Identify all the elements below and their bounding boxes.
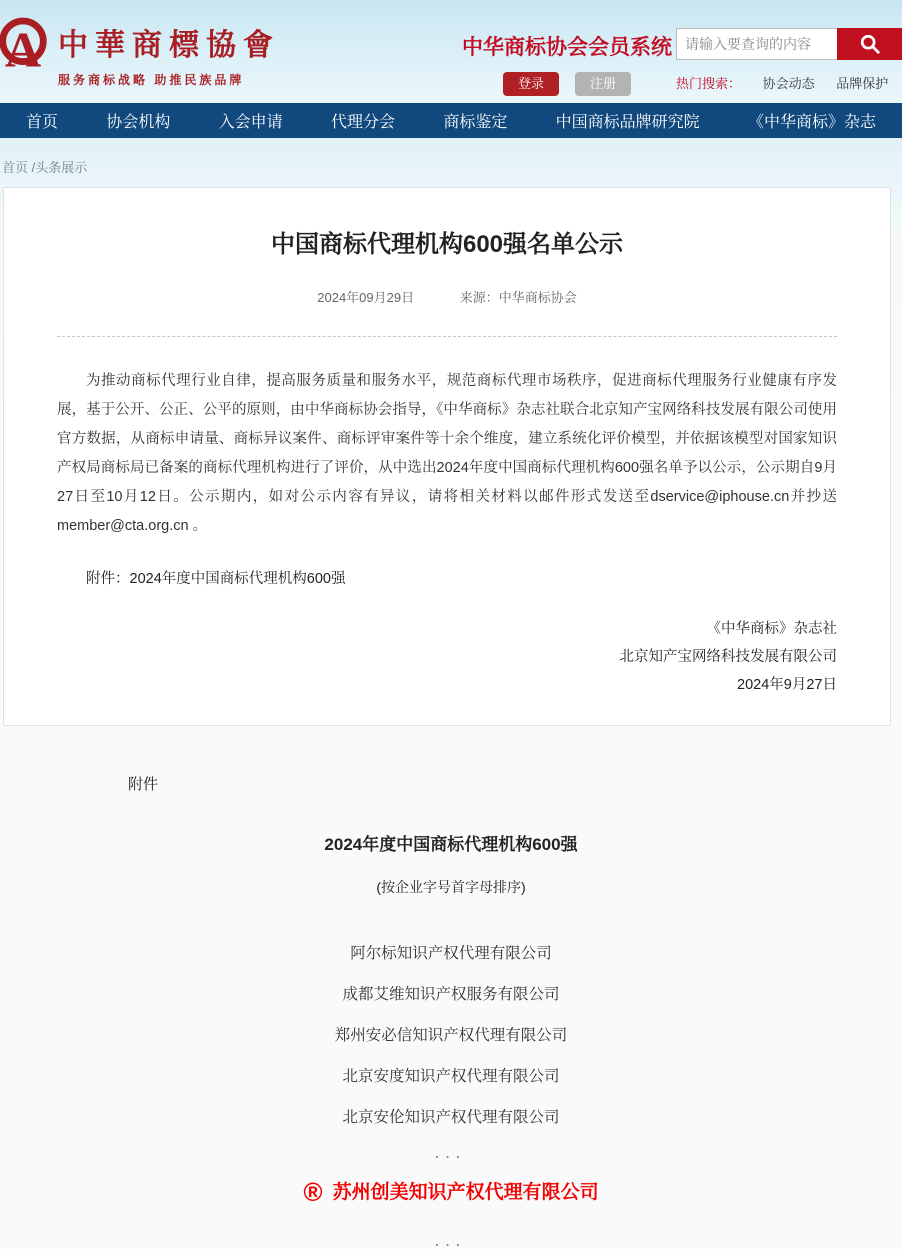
attachment-subtitle: (按企业字号首字母排序)	[376, 879, 526, 895]
highlighted-company-name: 苏州创美知识产权代理有限公司	[332, 1182, 599, 1203]
nav-item-association-orgs[interactable]: 协会机构	[106, 114, 171, 131]
nav-item-home[interactable]: 首页	[26, 114, 59, 131]
company-list	[0, 941, 902, 1127]
attachment-label: 附件	[128, 776, 159, 793]
breadcrumb	[0, 138, 902, 187]
search-block	[676, 28, 902, 92]
article-box	[3, 187, 891, 726]
nav-item-agency-branch[interactable]: 代理分会	[330, 114, 395, 131]
hot-search-link-brand-protection[interactable]: 品牌保护	[836, 76, 889, 91]
article-source: 来源：中华商标协会	[459, 290, 577, 305]
site-header	[0, 0, 902, 103]
dashed-divider	[57, 336, 837, 337]
list-item: 北京安伦知识产权代理有限公司	[342, 1109, 560, 1126]
hot-search-row	[676, 73, 902, 92]
site-logo[interactable]	[0, 16, 280, 88]
ellipsis-bottom: ...	[435, 1234, 467, 1249]
cta-ca-monogram-icon	[0, 16, 52, 82]
nav-item-brand-research-institute[interactable]: 中国商标品牌研究院	[555, 114, 700, 131]
attachment-title: 2024年度中国商标代理机构600强	[324, 835, 578, 854]
register-button[interactable]: 注册	[575, 72, 631, 96]
signature-line-publisher: 《中华商标》杂志社	[706, 621, 837, 637]
article-title: 中国商标代理机构600强名单公示	[270, 231, 624, 258]
member-system-block	[462, 31, 672, 96]
ellipsis-top: ...	[435, 1146, 467, 1161]
nav-item-membership-application[interactable]: 入会申请	[218, 114, 283, 131]
list-item: 阿尔标知识产权代理有限公司	[350, 945, 552, 962]
main-nav	[0, 103, 902, 138]
breadcrumb-current: 头条展示	[35, 160, 88, 175]
highlighted-company-row	[0, 1177, 902, 1208]
article-date: 2024年09月29日	[317, 290, 415, 305]
logo-texts	[58, 20, 280, 88]
nav-item-trademark-appraisal[interactable]: 商标鉴定	[443, 114, 508, 131]
auth-buttons	[462, 72, 672, 96]
member-system-title: 中华商标协会会员系统	[462, 36, 672, 59]
signature-line-date: 2024年9月27日	[737, 677, 837, 693]
breadcrumb-home[interactable]: 首页	[2, 160, 29, 175]
attachment-section	[0, 726, 902, 1249]
login-button[interactable]: 登录	[503, 72, 559, 96]
registered-trademark-icon: ®	[303, 1177, 323, 1207]
page-body	[0, 138, 902, 1249]
article-attachment-line: 附件：2024年度中国商标代理机构600强	[86, 571, 346, 587]
svg-text:A: A	[4, 21, 42, 78]
search-icon	[859, 33, 881, 55]
list-item: 北京安度知识产权代理有限公司	[342, 1068, 560, 1085]
article-paragraph: 为推动商标代理行业自律，提高服务质量和服务水平，规范商标代理市场秩序，促进商标代理服务行业健康有序发展，基于公开、公正、公平的原则，由中华商标协会指导，《中华商标》杂志社联合北京知产宝网络科技发展有限公司使用官方数据，从商标申请量、商标异议案件、商标评审案件等十余个维度，建立系统化评价模型，并依据该模型对国家知识产权局商标局已备案的商标代理机构进行了评价，从中选出2024年度中国商标代理机构600强名单予以公示，公示期自9月27日至10月12日。公示期内，如对公示内容有异议，请将相关材料以邮件形式发送至dservice@iphouse.cn并抄送member@cta.org.cn 。	[57, 373, 837, 534]
hot-search-label: 热门搜索：	[676, 76, 742, 91]
signature-line-company: 北京知产宝网络科技发展有限公司	[619, 649, 837, 665]
logo-main-text: 中華商標協會	[58, 29, 280, 62]
nav-item-china-trademark-magazine[interactable]: 《中华商标》杂志	[747, 114, 876, 131]
list-item: 郑州安必信知识产权代理有限公司	[334, 1027, 568, 1044]
hot-search-link-association-news[interactable]: 协会动态	[762, 76, 815, 91]
search-button[interactable]	[837, 28, 902, 60]
list-item: 成都艾维知识产权服务有限公司	[342, 986, 560, 1003]
breadcrumb-separator: /	[31, 160, 36, 175]
article-meta	[57, 287, 837, 306]
search-input[interactable]	[676, 28, 837, 60]
logo-slogan: 服务商标战略 助推民族品牌	[58, 73, 245, 87]
signature-block	[57, 615, 837, 699]
